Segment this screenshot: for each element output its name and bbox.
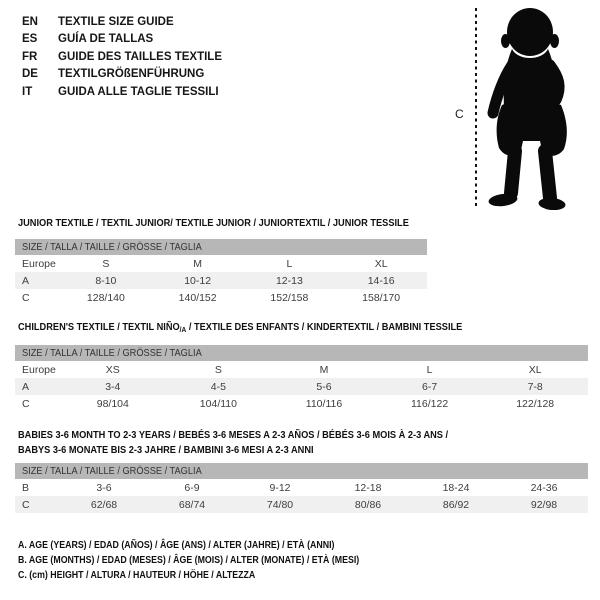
size-cell: 14-16 [367, 274, 395, 287]
lang-label: TEXTILGRÖßENFÜHRUNG [58, 68, 205, 81]
children-section-title: CHILDREN'S TEXTILE / TEXTIL NIÑO/A / TEXTILE DES ENFANTS / KINDERTEXTIL / BAMBINI TESSILE [18, 321, 463, 334]
lang-code: DE [22, 68, 38, 81]
size-cell: 158/170 [362, 291, 401, 304]
size-cell: 80/86 [354, 498, 382, 511]
lang-label: GUIDA ALLE TAGLIE TESSILI [58, 85, 219, 98]
size-cell: 9-12 [269, 481, 291, 494]
size-cell: 128/140 [86, 291, 125, 304]
lang-label: GUIDE DES TAILLES TEXTILE [58, 50, 222, 63]
size-cell: 12-13 [275, 274, 303, 287]
size-cell: 104/110 [199, 397, 237, 410]
size-cell: 10-12 [184, 274, 212, 287]
babies-size-table [15, 463, 588, 513]
lang-row-en [22, 13, 222, 31]
size-cell: 4-5 [210, 380, 226, 393]
size-cell: 86/92 [442, 498, 470, 511]
row-label: C [22, 498, 30, 511]
size-cell: 12-18 [354, 481, 382, 494]
table-row-europe [15, 255, 427, 272]
language-header [22, 13, 222, 101]
lang-code: FR [22, 50, 38, 63]
height-label-c: C [455, 107, 464, 121]
size-cell: 62/68 [90, 498, 118, 511]
size-cell: 24-36 [530, 481, 558, 494]
size-cell: L [286, 257, 293, 270]
lang-code: ES [22, 33, 38, 46]
lang-row-de [22, 66, 222, 84]
table-row-c [15, 395, 588, 412]
size-cell: XS [105, 363, 120, 376]
size-cell: 152/158 [270, 291, 309, 304]
row-label: A [22, 274, 30, 287]
size-cell: 6-7 [421, 380, 438, 393]
babies-section-title: BABIES 3-6 MONTH TO 2-3 YEARS / BEBÉS 3-6 MESES A 2-3 AÑOS / BÉBÉS 3-6 MOIS À 2-3 ANS / BABYS 3-6 MONATE BIS 2-3 JAHRE / BAMBINI 3-6 MESI A 2-3 ANNI [18, 429, 449, 456]
lang-code: EN [22, 15, 38, 28]
table-row-c [15, 496, 588, 513]
size-cell: 3-4 [105, 380, 121, 393]
size-cell: XL [528, 363, 542, 376]
footnote-b: B. AGE (MONTHS) / EDAD (MESES) / ÂGE (MOIS) / ALTER (MONATE) / ETÀ (MESI) [18, 555, 360, 567]
table-row-a [15, 378, 588, 395]
table-row-europe [15, 361, 588, 378]
size-cell: M [319, 363, 329, 376]
lang-code: IT [22, 85, 33, 98]
row-label: B [22, 481, 30, 494]
lang-row-it [22, 83, 222, 101]
baby-silhouette [482, 5, 582, 210]
size-cell: XL [374, 257, 388, 270]
size-cell: 74/80 [266, 498, 294, 511]
children-size-table [15, 345, 588, 412]
size-cell: 8-10 [95, 274, 117, 287]
footnotes [18, 538, 406, 584]
lang-label: GUÍA DE TALLAS [58, 33, 154, 46]
size-cell: M [193, 257, 202, 270]
lang-row-es [22, 31, 222, 49]
junior-section-title: JUNIOR TEXTILE / TEXTIL JUNIOR/ TEXTILE JUNIOR / JUNIORTEXTIL / JUNIOR TESSILE [18, 217, 409, 229]
size-cell: 116/122 [410, 397, 449, 410]
subscript-a: /A [179, 325, 187, 334]
table-row-c [15, 289, 427, 306]
table-row-a [15, 272, 427, 289]
row-label: Europe [22, 363, 56, 376]
size-cell: 122/128 [516, 397, 555, 410]
footnote-c: C. (cm) HEIGHT / ALTURA / HAUTEUR / HÖHE / ALTEZZA [18, 570, 256, 582]
size-cell: 5-6 [316, 380, 332, 393]
footnote-a: A. AGE (YEARS) / EDAD (AÑOS) / ÂGE (ANS) / ALTER (JAHRE) / ETÀ (ANNI) [18, 540, 335, 551]
size-cell: 7-8 [527, 380, 543, 393]
row-label: C [22, 291, 30, 304]
size-cell: 18-24 [442, 481, 470, 494]
lang-row-fr [22, 48, 222, 66]
size-cell: 3-6 [96, 481, 112, 494]
size-header-bar: SIZE / TALLA / TAILLE / GRÖSSE / TAGLIA [15, 239, 427, 255]
size-cell: 98/104 [96, 397, 129, 410]
row-label: Europe [22, 257, 56, 270]
row-label: A [22, 380, 30, 393]
size-cell: S [102, 257, 110, 270]
size-header-bar: SIZE / TALLA / TAILLE / GRÖSSE / TAGLIA [15, 345, 588, 361]
size-cell: 92/98 [530, 498, 558, 511]
junior-size-table [15, 239, 427, 306]
size-cell: S [214, 363, 222, 376]
size-cell: L [426, 363, 433, 376]
size-cell: 140/152 [178, 291, 217, 304]
size-cell: 6-9 [184, 481, 200, 494]
lang-label: TEXTILE SIZE GUIDE [58, 15, 174, 28]
size-cell: 68/74 [178, 498, 206, 511]
size-cell: 110/116 [305, 397, 343, 410]
size-header-bar: SIZE / TALLA / TAILLE / GRÖSSE / TAGLIA [15, 463, 588, 479]
row-label: C [22, 397, 30, 410]
height-reference-dashed-line [475, 8, 477, 208]
table-row-b [15, 479, 588, 496]
